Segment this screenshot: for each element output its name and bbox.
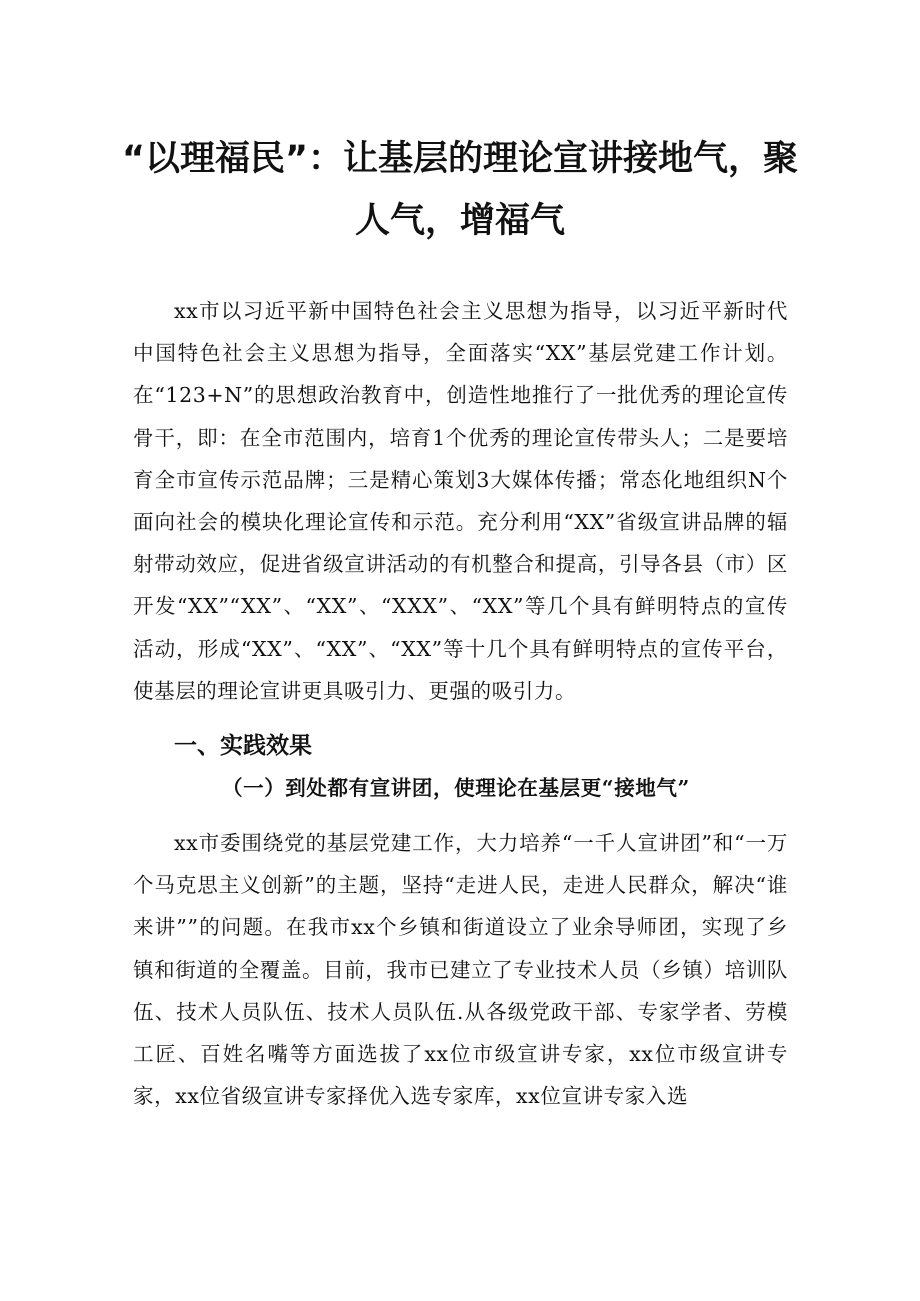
body-paragraph: xx市委围绕党的基层党建工作，大力培养“一千人宣讲团”和“一万个马克思主义创新”的主题，坚持“走进人民，走进人民群众，解决“谁来讲””的问题。在我市xx个乡镇和街道设立了业余导师团，实现了乡镇和街道的全覆盖。目前，我市已建立了专业技术人员（乡镇）培训队伍、技术人员队伍、技术人员队伍.从各级党政干部、专家学者、劳模工匠、百姓名嘴等方面选拔了xx位市级宣讲专家，xx位市级宣讲专家，xx位省级宣讲专家择优入选专家库，xx位宣讲专家入选 [133, 831, 788, 1109]
document-title: “以理福民”：让基层的理论宣讲接地气，聚人气，增福气 [121, 139, 798, 241]
section-heading: 一、实践效果 [174, 733, 312, 759]
subsection-heading: （一）到处都有宣讲团，使理论在基层更“接地气” [222, 776, 690, 800]
intro-paragraph: xx市以习近平新中国特色社会主义思想为指导，以习近平新时代中国特色社会主义思想为指导，全面落实“XX”基层党建工作计划。在“123+N”的思想政治教育中，创造性地推行了一批优秀的理论宣传骨干，即：在全市范围内，培育1个优秀的理论宣传带头人；二是要培育全市宣传示范品牌；三是精心策划3大媒体传播；常态化地组织N个面向社会的模块化理论宣传和示范。充分利用“XX”省级宣讲品牌的辐射带动效应，促进省级宣讲活动的有机整合和提高，引导各县（市）区开发“XX”“XX”、“XX”、“XXX”、“XX”等几个具有鲜明特点的宣传活动，形成“XX”、“XX”、“XX”等十几个具有鲜明特点的宣传平台，使基层的理论宣讲更具吸引力、更强的吸引力。 [133, 299, 788, 703]
